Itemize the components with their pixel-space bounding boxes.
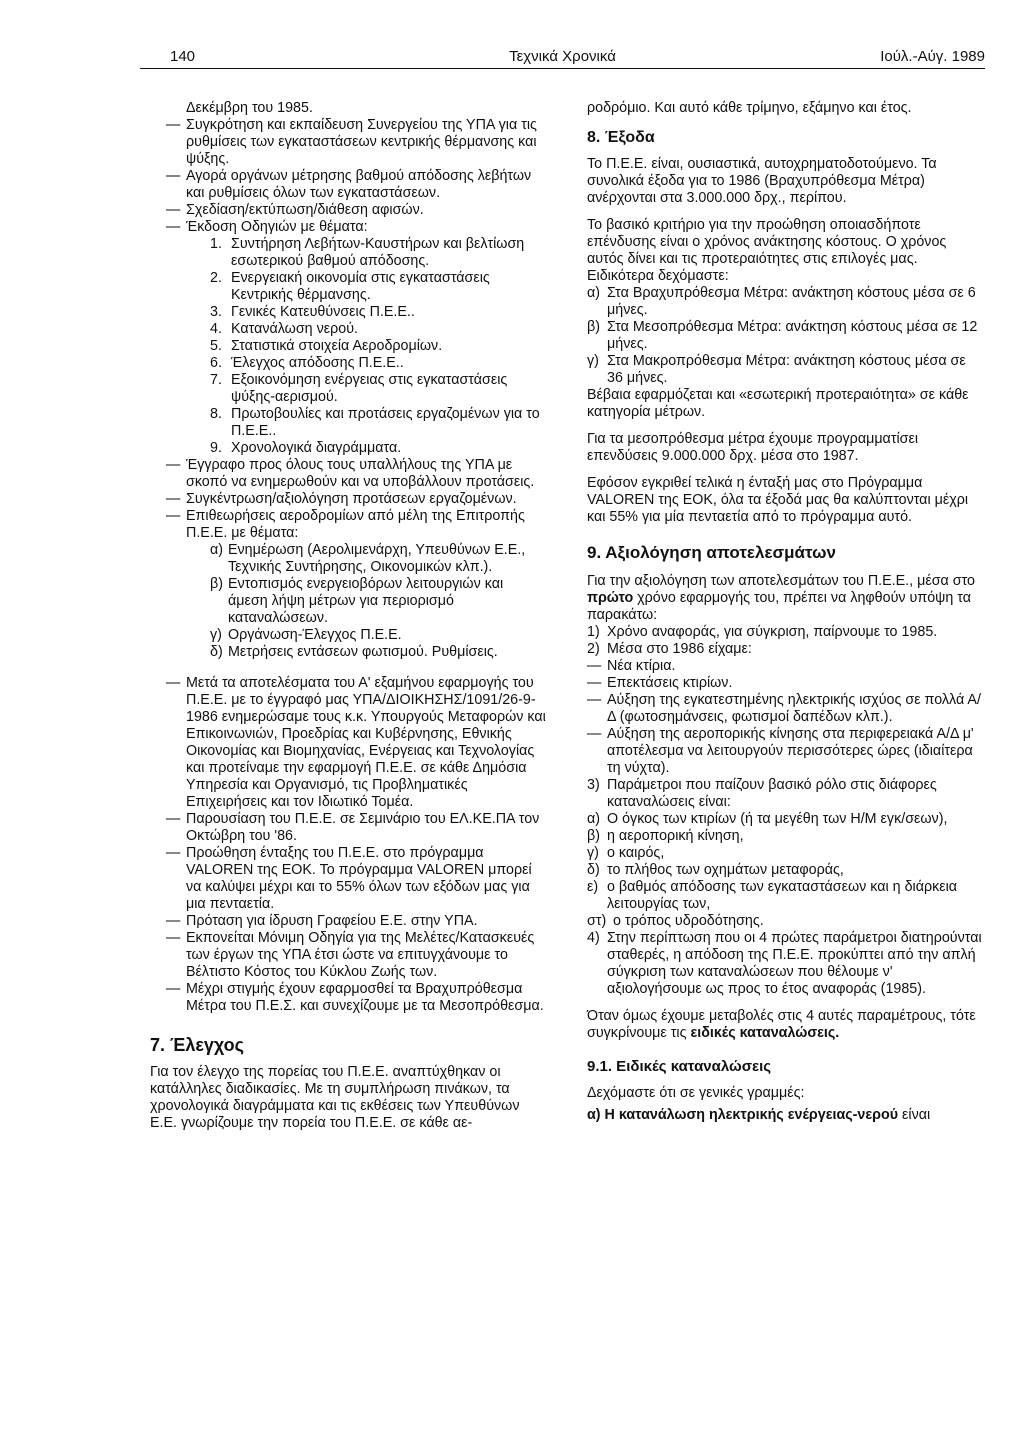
list-item: — Πρόταση για ίδρυση Γραφείου Ε.Ε. στην ΥΠΑ. <box>166 913 478 929</box>
list-item: — Έγγραφο προς όλους τους υπαλλήλους της ΥΠΑ με σκοπό να ενημερωθούν και να υποβάλλουν προτάσεις. <box>166 457 535 490</box>
journal-title: Τεχνικά Χρονικά <box>509 48 616 65</box>
paragraph: Βέβαια εφαρμόζεται και «εσωτερική προτεραιότητα» σε κάθε κατηγορία μέτρων. <box>587 387 969 420</box>
list-item: — Νέα κτίρια. <box>587 658 676 674</box>
list-item: — Αύξηση της εγκατεστημένης ηλεκτρικής ισχύος σε πολλά Α/Δ (φωτοσημάνσεις, φωτισμοί δαπέδων κλπ.). <box>587 692 981 725</box>
list-item: 2. Ενεργειακή οικονομία στις εγκαταστάσεις Κεντρικής θέρμανσης. <box>210 270 490 303</box>
list-item: 1) Χρόνο αναφοράς, για σύγκριση, παίρνουμε το 1985. <box>587 624 938 640</box>
list-item: — Εκπονείται Μόνιμη Οδηγία για της Μελέτες/Κατασκευές των έργων της ΥΠΑ έτσι ώστε να επιτυγχάνουμε το Βέλτιστο Κόστος του Κύκλου Ζωής των. <box>166 930 535 980</box>
list-item: 3. Γενικές Κατευθύνσεις Π.Ε.Ε.. <box>210 304 415 320</box>
paragraph: Για τον έλεγχο της πορείας του Π.Ε.Ε. αναπτύχθηκαν οι κατάλληλες διαδικασίες. Με τη συμπλήρωση πινάκων, τα χρονολογικά διαγράμματα και τις εκθέσεις των Υπευθύνων Ε.Ε. γνωρίζουμε την πορεία του Π.Ε.Ε. σε κάθε αε- <box>150 1064 520 1131</box>
paragraph: Το Π.Ε.Ε. είναι, ουσιαστικά, αυτοχρηματοδοτούμενο. Τα συνολικά έξοδα για το 1986 (Βραχυπρόθεσμα Μέτρα) ανέρχονται στα 3.000.000 δρχ., περίπου. <box>587 156 937 206</box>
list-item: γ) ο καιρός, <box>587 845 665 861</box>
list-item: ε) ο βαθμός απόδοσης των εγκαταστάσεων και η διάρκεια λειτουργίας των, <box>587 879 958 912</box>
list-item: — Παρουσίαση του Π.Ε.Ε. σε Σεμινάριο του ΕΛ.ΚΕ.ΠΑ τον Οκτώβρη του '86. <box>166 811 540 844</box>
page-number: 140 <box>170 48 196 65</box>
paragraph: α) Η κατανάλωση ηλεκτρικής ενέργειας-νερού είναι <box>587 1107 931 1123</box>
paragraph: Για την αξιολόγηση των αποτελεσμάτων του Π.Ε.Ε., μέσα στο πρώτο χρόνο εφαρμογής του, πρέπει να ληφθούν υπόψη τα παρακάτω: <box>587 573 975 623</box>
list-item: — Προώθηση ένταξης του Π.Ε.Ε. στο πρόγραμμα VALOREN της ΕΟΚ. Το πρόγραμμα VALOREN μπορεί να καλύψει μέχρι και το 55% όλων των εξόδων μας για μια πενταετία. <box>166 845 532 912</box>
right-column <box>587 100 985 1124</box>
list-item: — Επεκτάσεις κτιρίων. <box>587 675 733 691</box>
list-item: — Επιθεωρήσεις αεροδρομίων από μέλη της Επιτροπής Π.Ε.Ε. με θέματα: <box>166 508 525 541</box>
list-item: 7. Εξοικονόμηση ενέργειας στις εγκαταστάσεις ψύξης-αερισμού. <box>210 372 508 405</box>
list-item: 4. Κατανάλωση νερού. <box>210 321 358 337</box>
list-item: β) Εντοπισμός ενεργειοβόρων λειτουργιών και άμεση λήψη μέτρων για περιορισμό καταναλώσεων. <box>210 576 504 626</box>
paragraph: Όταν όμως έχουμε μεταβολές στις 4 αυτές παραμέτρους, τότε συγκρίνουμε τις ειδικές καταναλώσεις. <box>587 1008 976 1041</box>
list-item: — Μετά τα αποτελέσματα του Α' εξαμήνου εφαρμογής του Π.Ε.Ε. με το έγγραφό μας ΥΠΑ/ΔΙΟΙΚΗΣΗΣ/1091/26-9-1986 ενημερώσαμε τους κ.κ. Υπουργούς Μεταφορών και Επικοινωνιών, Προεδρίας και Κυβέρνησης, Εθνικής Οικονομίας και Βιομηχανίας, Ενέργειας και Τεχνολογίας και προτείναμε την εφαρμογή Π.Ε.Ε. σε κάθε Δημόσια Υπηρεσία και Οργανισμό, τις Προβληματικές Επιχειρήσεις και τον Ιδιωτικό Τομέα. <box>166 675 546 810</box>
list-item: 8. Πρωτοβουλίες και προτάσεις εργαζομένων για το Π.Ε.Ε.. <box>210 406 540 439</box>
paragraph: Δεκέμβρη του 1985. <box>186 100 313 116</box>
list-item: 9. Χρονολογικά διαγράμματα. <box>210 440 402 456</box>
list-item: — Συγκέντρωση/αξιολόγηση προτάσεων εργαζομένων. <box>166 491 517 507</box>
list-item: β) η αεροπορική κίνηση, <box>587 828 744 844</box>
list-item: 2) Μέσα στο 1986 είχαμε: <box>587 641 752 657</box>
list-item: α) Ενημέρωση (Αερολιμενάρχη, Υπευθύνων Ε.Ε., Τεχνικής Συντήρησης, Οικονομικών κλπ.). <box>210 542 526 575</box>
list-item: — Μέχρι στιγμής έχουν εφαρμοσθεί τα Βραχυπρόθεσμα Μέτρα του Π.Ε.Σ. και συνεχίζουμε με τα Μεσοπρόθεσμα. <box>166 981 544 1014</box>
list-item: β) Στα Μεσοπρόθεσμα Μέτρα: ανάκτηση κόστους μέσα σε 12 μήνες. <box>587 319 978 352</box>
paragraph: Για τα μεσοπρόθεσμα μέτρα έχουμε προγραμματίσει επενδύσεις 9.000.000 δρχ. μέσα στο 1987. <box>587 431 919 464</box>
paragraph: Εφόσον εγκριθεί τελικά η ένταξή μας στο Πρόγραμμα VALOREN της ΕΟΚ, όλα τα έξοδά μας θα καλύπτονται μέχρι και 55% για μία πενταετία από το πρόγραμμα αυτό. <box>587 475 969 525</box>
list-item: 6. Έλεγχος απόδοσης Π.Ε.Ε.. <box>210 355 404 371</box>
issue-date: Ιούλ.-Αύγ. 1989 <box>880 48 985 65</box>
list-item: α) Στα Βραχυπρόθεσμα Μέτρα: ανάκτηση κόστους μέσα σε 6 μήνες. <box>587 285 976 318</box>
list-item: 5. Στατιστικά στοιχεία Αεροδρομίων. <box>210 338 443 354</box>
list-item: — Σχεδίαση/εκτύπωση/διάθεση αφισών. <box>166 202 424 218</box>
list-item: — Συγκρότηση και εκπαίδευση Συνεργείου της ΥΠΑ για τις ρυθμίσεις των εγκαταστάσεων κεντρικής θέρμανσης και ψύξης. <box>166 117 537 167</box>
section-heading: 8. Έξοδα <box>587 129 655 146</box>
list-item: 4) Στην περίπτωση που οι 4 πρώτες παράμετροι διατηρούνται σταθερές, η απόδοση της Π.Ε.Ε. προκύπτει από την απλή σύγκριση των καταναλώσεων που θέλουμε ν' αξιολογήσουμε ως προς το έτος αναφοράς (1985). <box>587 930 982 997</box>
section-heading: 9. Αξιολόγηση αποτελεσμάτων <box>587 543 836 562</box>
section-heading: 7. Έλεγχος <box>150 1035 244 1055</box>
list-item: 3) Παράμετροι που παίζουν βασικό ρόλο στις διάφορες καταναλώσεις είναι: <box>587 777 937 810</box>
list-item: γ) Οργάνωση-Έλεγχος Π.Ε.Ε. <box>210 627 402 643</box>
page-header <box>140 48 985 72</box>
header-rule <box>140 68 985 69</box>
paragraph: Το βασικό κριτήριο για την προώθηση οποιασδήποτε επένδυσης είναι ο χρόνος ανάκτησης κόστους. Ο χρόνος αυτός δίνει και τις προτεραιότητες στις επιλογές μας. Ειδικότερα δεχόμαστε: <box>587 217 947 284</box>
list-item: στ) ο τρόπος υδροδότησης. <box>587 913 764 929</box>
list-item: δ) το πλήθος των οχημάτων μεταφοράς, <box>587 862 844 878</box>
list-item: — Αγορά οργάνων μέτρησης βαθμού απόδοσης λεβήτων και ρυθμίσεις όλων των εγκαταστάσεων. <box>166 168 532 201</box>
paragraph: Δεχόμαστε ότι σε γενικές γραμμές: <box>587 1085 805 1101</box>
paragraph: ροδρόμιο. Και αυτό κάθε τρίμηνο, εξάμηνο και έτος. <box>587 100 912 116</box>
list-item: δ) Μετρήσεις εντάσεων φωτισμού. Ρυθμίσεις. <box>210 644 498 660</box>
list-item: γ) Στα Μακροπρόθεσμα Μέτρα: ανάκτηση κόστους μέσα σε 36 μήνες. <box>587 353 966 386</box>
list-item: — Έκδοση Οδηγιών με θέματα: <box>166 219 368 235</box>
list-item: α) Ο όγκος των κτιρίων (ή τα μεγέθη των Η/Μ εγκ/σεων), <box>587 811 948 827</box>
list-item: — Αύξηση της αεροπορικής κίνησης στα περιφερειακά Α/Δ μ' αποτέλεσμα να λειτουργούν περισσότερες ώρες (ιδιαίτερα τη νύχτα). <box>587 726 974 776</box>
left-column <box>150 100 546 1132</box>
subsection-heading: 9.1. Ειδικές καταναλώσεις <box>587 1058 772 1075</box>
list-item: 1. Συντήρηση Λεβήτων-Καυστήρων και βελτίωση εσωτερικού βαθμού απόδοσης. <box>210 236 525 269</box>
